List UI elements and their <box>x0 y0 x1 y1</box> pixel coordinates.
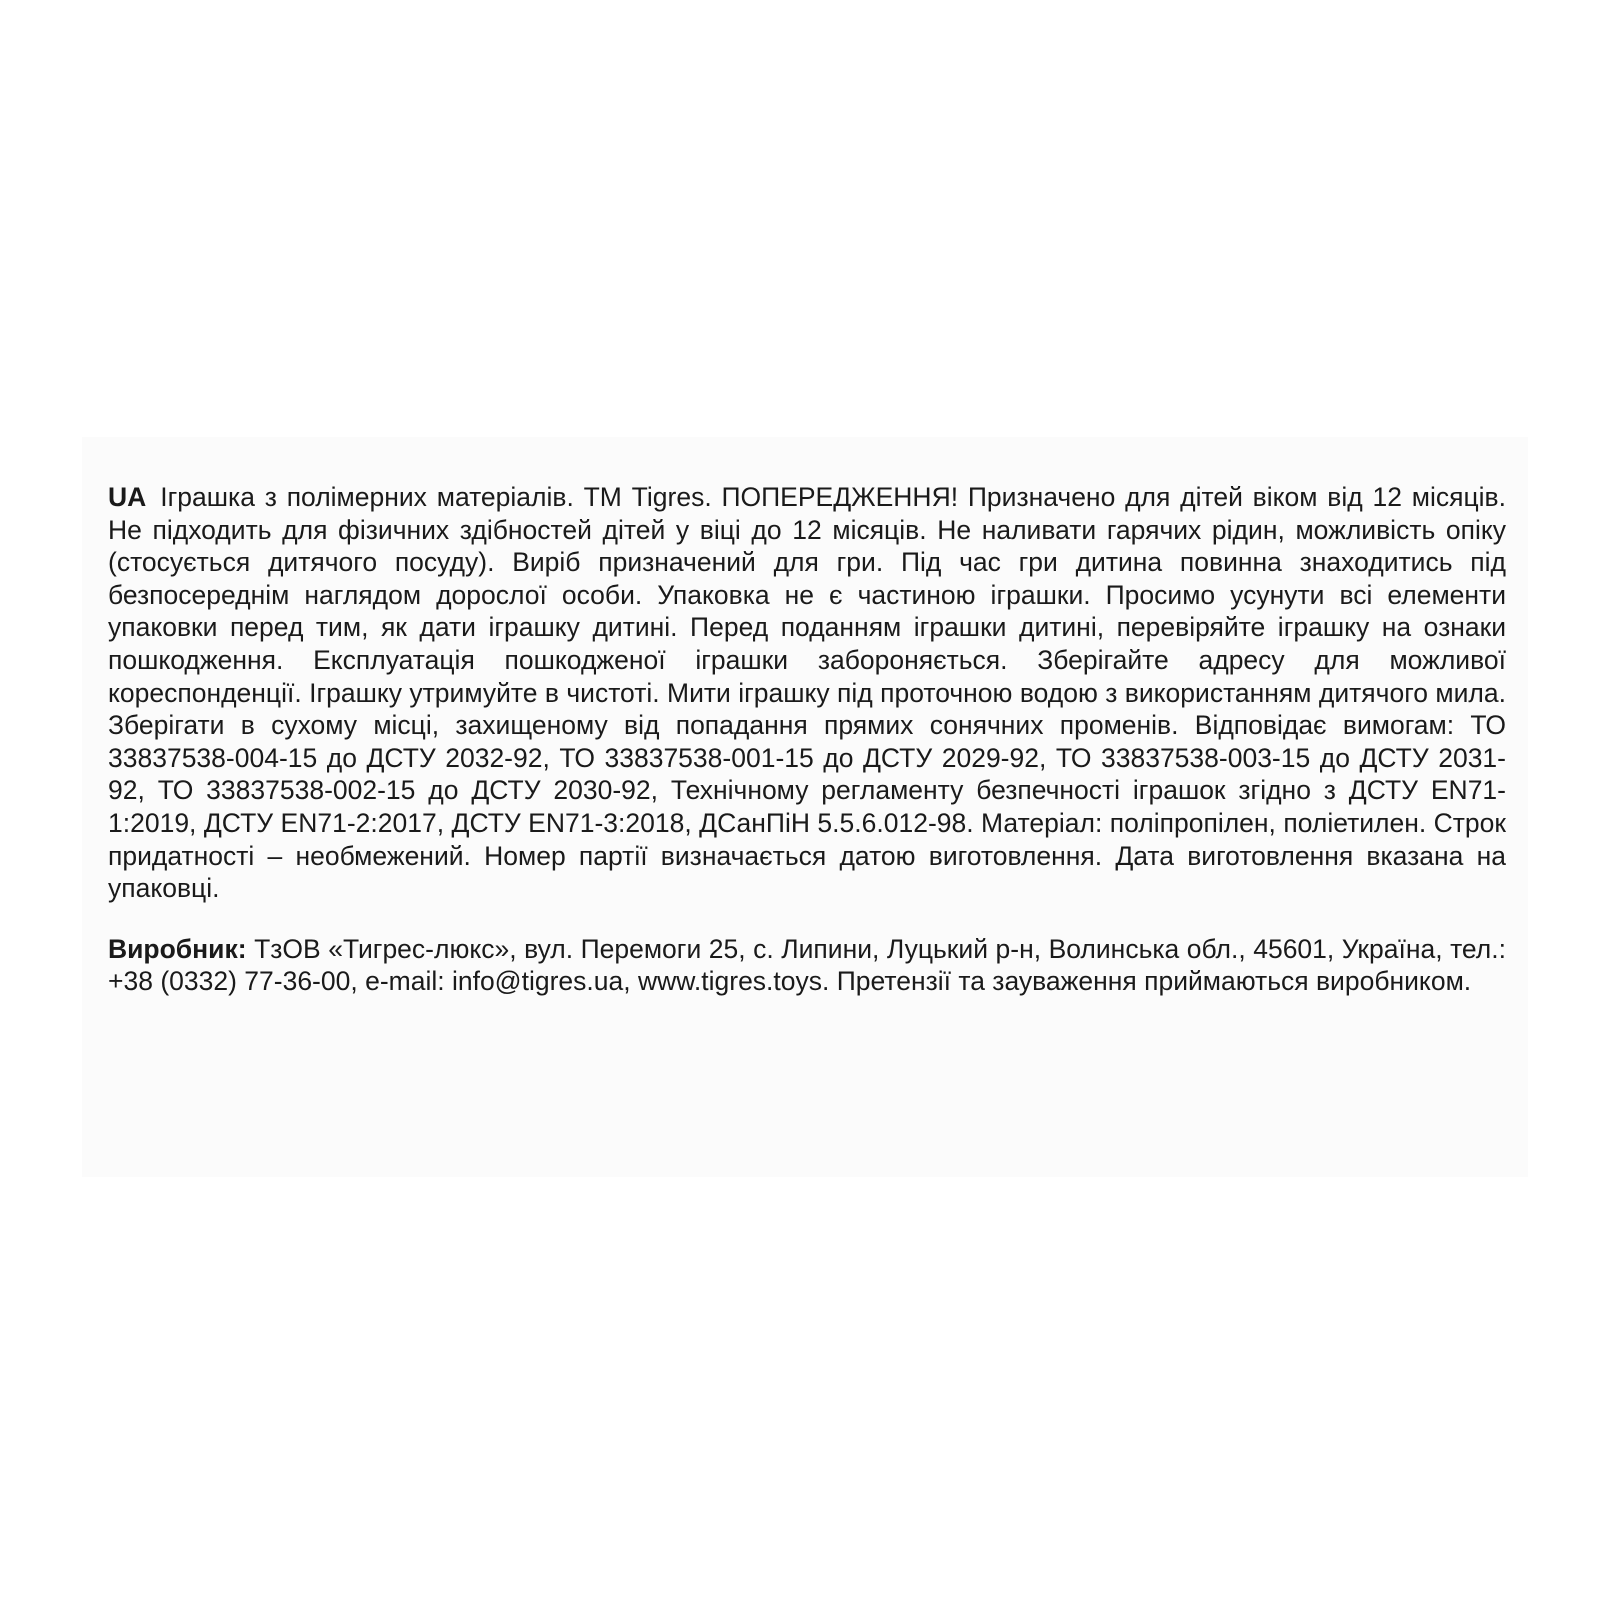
manufacturer-paragraph <box>108 933 1506 998</box>
manufacturer-text: ТзОВ «Тигрес-люкс», вул. Перемоги 25, с. Липини, Луцький р-н, Волинська обл., 45601, Україна, тел.: +38 (0332) 77-36-00, e-mail: info@tigres.ua, www.tigres.toys. Претензії та зауваження приймаються виробником. <box>108 933 1506 997</box>
manufacturer-label: Виробник: <box>108 933 247 964</box>
warning-paragraph <box>108 481 1506 905</box>
product-label-card <box>82 437 1528 1177</box>
language-code: UA <box>108 482 147 512</box>
warning-text: Іграшка з полімерних матеріалів. ТМ Tigres. ПОПЕРЕДЖЕННЯ! Призначено для дітей віком від 12 місяців. Не підходить для фізичних здібностей дітей у віці до 12 місяців. Не наливати гарячих рідин, можливість опіку (стосується дитячого посуду). Виріб призначений для гри. Під час гри дитина повинна знаходитись під безпосереднім наглядом дорослої особи. Упаковка не є частиною іграшки. Просимо усунути всі елементи упаковки перед тим, як дати іграшку дитині. Перед поданням іграшки дитині, перевіряйте іграшку на ознаки пошкодження. Експлуатація пошкодженої іграшки забороняється. Зберігайте адресу для можливої кореспонденції. Іграшку утримуйте в чистоті. Мити іграшку під проточною водою з використанням дитячого мила. Зберігати в сухому місці, захищеному від попадання прямих сонячних променів. Відповідає вимогам: ТО 33837538-004-15 до ДСТУ 2032-92, ТО 33837538-001-15 до ДСТУ 2029-92, ТО 33837538-003-15 до ДСТУ 2031-92, ТО 33837538-002-15 до ДСТУ 2030-92, Технічному регламенту безпечності іграшок згідно з ДСТУ EN71-1:2019, ДСТУ EN71-2:2017, ДСТУ EN71-3:2018, ДСанПіН 5.5.6.012-98. Матеріал: поліпропілен, поліетилен. Строк придатності – необмежений. Номер партії визначається датою виготовлення. Дата виготовлення вказана на упаковці. <box>108 482 1506 904</box>
